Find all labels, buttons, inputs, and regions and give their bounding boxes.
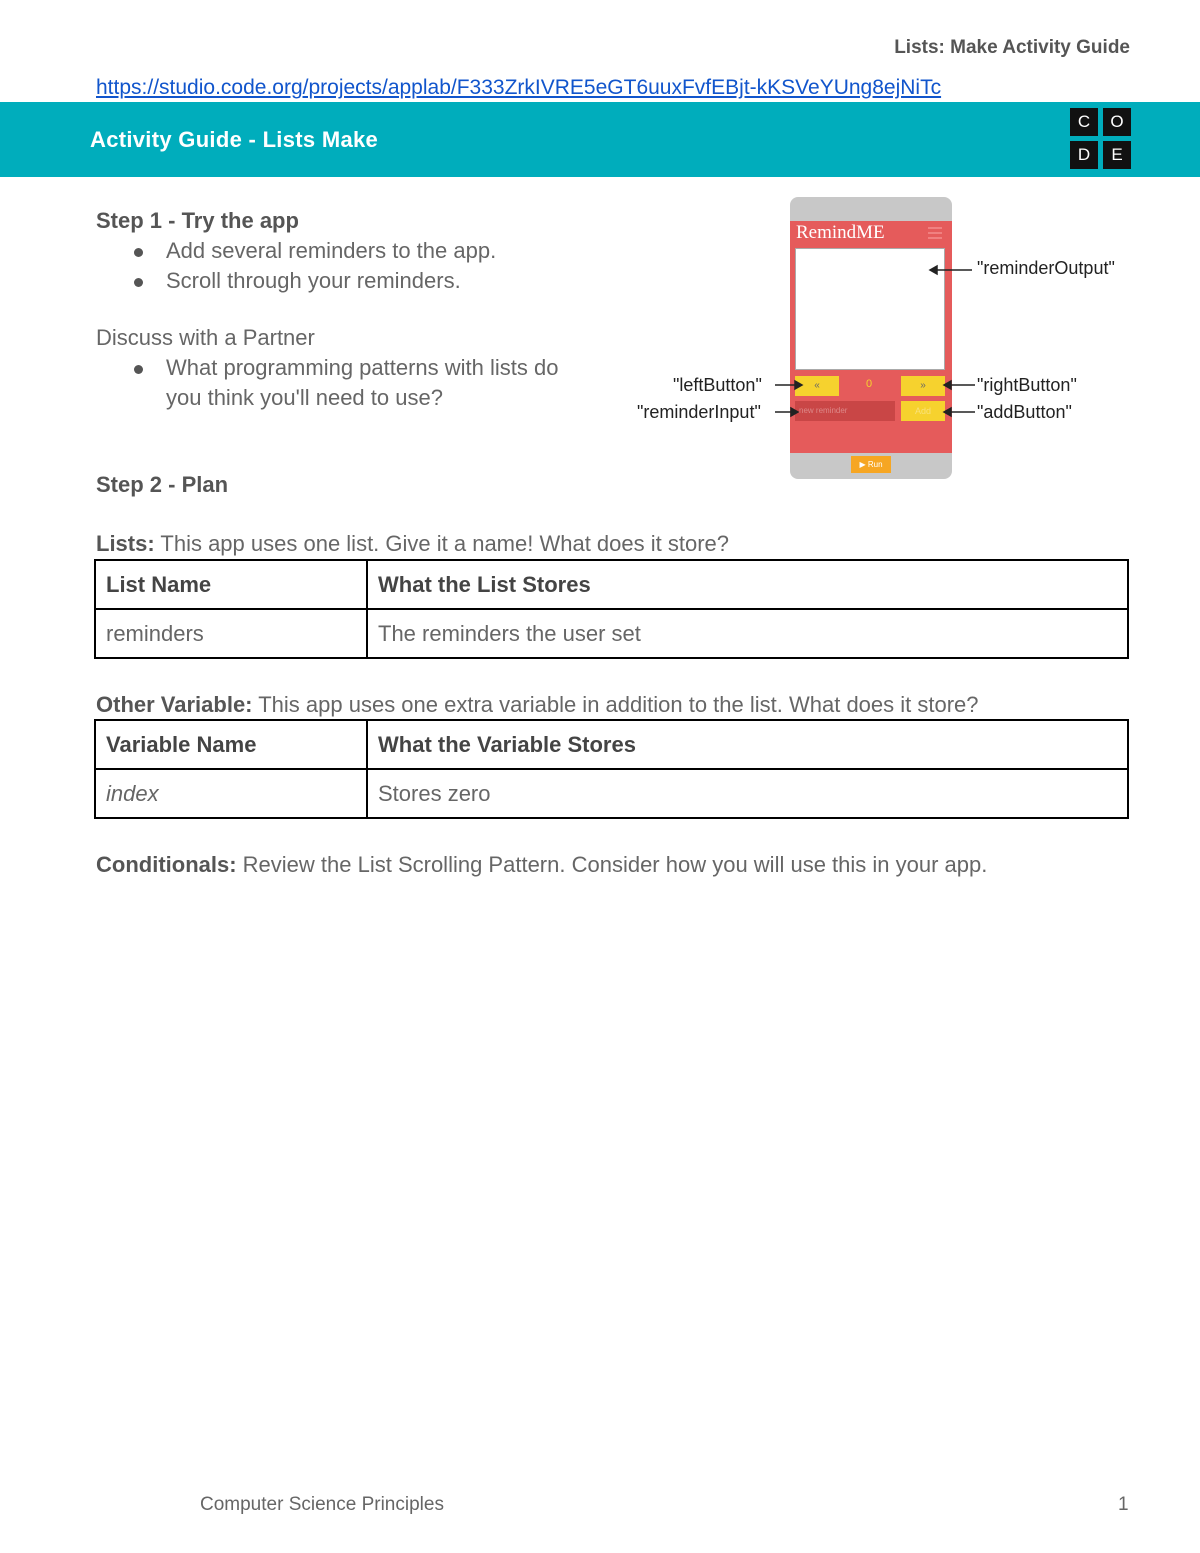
- variable-prompt: [96, 692, 979, 718]
- menu-icon: [928, 226, 942, 240]
- logo-letter: O: [1103, 108, 1131, 136]
- conditionals-text: Review the List Scrolling Pattern. Consider how you will use this in your app.: [236, 852, 988, 877]
- lists-text: This app uses one list. Give it a name! What does it store?: [154, 531, 730, 556]
- step1-bullet: Add several reminders to the app.: [166, 238, 497, 263]
- banner-title: Activity Guide - Lists Make: [90, 127, 379, 152]
- lists-label: Lists:: [96, 531, 155, 556]
- step1-bullet: Scroll through your reminders.: [166, 268, 461, 293]
- table-cell[interactable]: reminders: [95, 609, 367, 658]
- table-cell[interactable]: The reminders the user set: [367, 609, 1128, 658]
- table-cell[interactable]: Stores zero: [367, 769, 1128, 818]
- reminder-input[interactable]: new reminder: [795, 401, 895, 421]
- discuss-bullet: What programming patterns with lists do: [166, 355, 559, 380]
- double-chevron-left-icon: «: [814, 380, 820, 391]
- callout-right-button: "rightButton": [977, 375, 1077, 395]
- callout-left-button: "leftButton": [673, 375, 762, 395]
- logo-letter: C: [1070, 108, 1098, 136]
- conditionals-prompt: [96, 852, 987, 878]
- step1-heading: Step 1 - Try the app: [96, 208, 299, 233]
- variable-label: Other Variable:: [96, 692, 253, 717]
- add-button[interactable]: Add: [901, 401, 945, 421]
- double-chevron-right-icon: »: [920, 380, 926, 391]
- list-table: [94, 559, 1129, 659]
- run-label: Run: [867, 460, 883, 469]
- discuss-bullet-continued: you think you'll need to use?: [166, 385, 443, 410]
- index-display: 0: [866, 378, 873, 390]
- play-icon: ▶: [859, 460, 866, 469]
- lists-prompt: [96, 531, 729, 557]
- table-header: What the List Stores: [367, 560, 1128, 609]
- callout-reminder-input: "reminderInput": [637, 402, 761, 422]
- logo-letter: E: [1103, 141, 1131, 169]
- run-button[interactable]: [851, 456, 891, 473]
- table-header: Variable Name: [95, 720, 367, 769]
- callout-reminder-output: "reminderOutput": [977, 258, 1115, 278]
- app-title: RemindME: [796, 222, 885, 243]
- callout-arrows: [770, 255, 980, 425]
- document-title: Lists: Make Activity Guide: [894, 37, 1130, 58]
- discuss-heading: Discuss with a Partner: [96, 325, 315, 350]
- project-link[interactable]: https://studio.code.org/projects/applab/F333ZrkIVRE5eGT6uuxFvfEBjt-kKSVeYUng8ejNiTc: [96, 76, 942, 99]
- table-header: List Name: [95, 560, 367, 609]
- table-header: What the Variable Stores: [367, 720, 1128, 769]
- page-number: 1: [1118, 1494, 1129, 1515]
- logo-letter: D: [1070, 141, 1098, 169]
- step2-heading: Step 2 - Plan: [96, 472, 229, 497]
- footer-course: Computer Science Principles: [200, 1494, 444, 1515]
- variable-table: [94, 719, 1129, 819]
- callout-add-button: "addButton": [977, 402, 1072, 422]
- conditionals-label: Conditionals:: [96, 852, 237, 877]
- variable-text: This app uses one extra variable in addition to the list. What does it store?: [252, 692, 979, 717]
- code-logo: [1070, 108, 1134, 172]
- table-cell[interactable]: index: [95, 769, 367, 818]
